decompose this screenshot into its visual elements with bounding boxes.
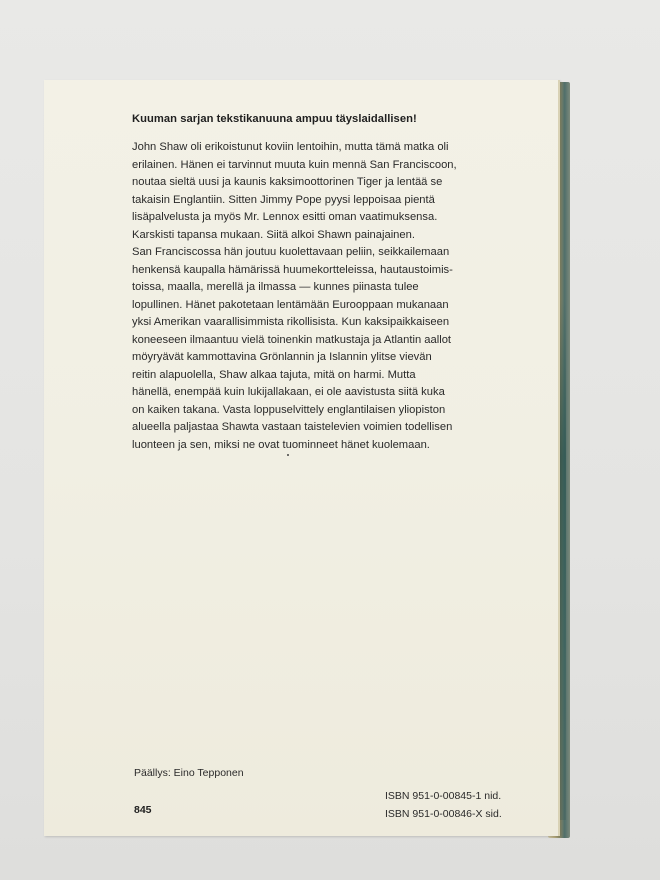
blurb-line: San Franciscossa hän joutuu kuolettavaan peliin, seikkailemaan [132,246,450,258]
blurb-line: reitin alapuolella, Shaw alkaa tajuta, mitä on harmi. Mutta [132,368,416,381]
series-number: 845 [134,804,152,816]
isbn-paperback: ISBN 951-0-00845-1 nid. [385,790,502,802]
blurb-headline: Kuuman sarjan tekstikanuuna ampuu täyslaidallisen! [132,113,417,125]
blurb-line: alueella paljastaa Shawta vastaan taistelevien voimien todellisen [132,421,453,433]
blurb-line: toissa, maalla, merellä ja ilmassa — kunnes piinasta tulee [132,281,419,293]
blurb-line: möyryävät kammottavina Grönlannin ja Islannin ylitse vievän [132,351,432,363]
blurb-line: takaisin Englantiin. Sitten Jimmy Pope pyysi leppoisaa pientä [132,193,435,206]
blurb-line: lopullinen. Hänet pakotetaan lentämään Eurooppaan mukanaan [132,298,449,311]
isbn-hardcover: ISBN 951-0-00846-X sid. [385,808,502,820]
blurb-line: lisäpalvelusta ja myös Mr. Lennox esitti oman vaatimuksensa. [132,211,438,223]
blurb-line: hänellä, enempää kuin lukijallakaan, ei ole aavistusta siitä kuka [132,386,445,398]
blurb-line: luonteen ja sen, miksi ne ovat tuominneet hänet kuolemaan. [132,438,430,451]
blurb-line: yksi Amerikan vaarallisimmista rikollisista. Kun kaksipaikkaiseen [132,316,450,328]
blurb-line: noutaa sieltä uusi ja kaunis kaksimoottorinen Tiger ja lentää se [132,176,443,188]
cover-designer-credit: Päällys: Eino Tepponen [134,767,244,779]
blurb-body [132,139,532,454]
print-speck [287,454,289,456]
blurb-line: John Shaw oli erikoistunut koviin lentoihin, mutta tämä matka oli [132,141,449,153]
blurb-line: henkensä kaupalla hämärissä huumekortteleissa, hautaustoimis- [132,263,453,276]
blurb-line: on kaiken takana. Vasta loppuselvittely englantilaisen yliopiston [132,403,446,416]
blurb-line: erilainen. Hänen ei tarvinnut muuta kuin mennä San Franciscoon, [132,158,457,171]
isbn-block [385,787,502,823]
blurb-line: Karskisti tapansa mukaan. Siitä alkoi Shawn painajainen. [132,228,415,241]
blurb-line: koneeseen ilmaantuu vielä toinenkin matkustaja ja Atlantin aallot [132,333,452,346]
